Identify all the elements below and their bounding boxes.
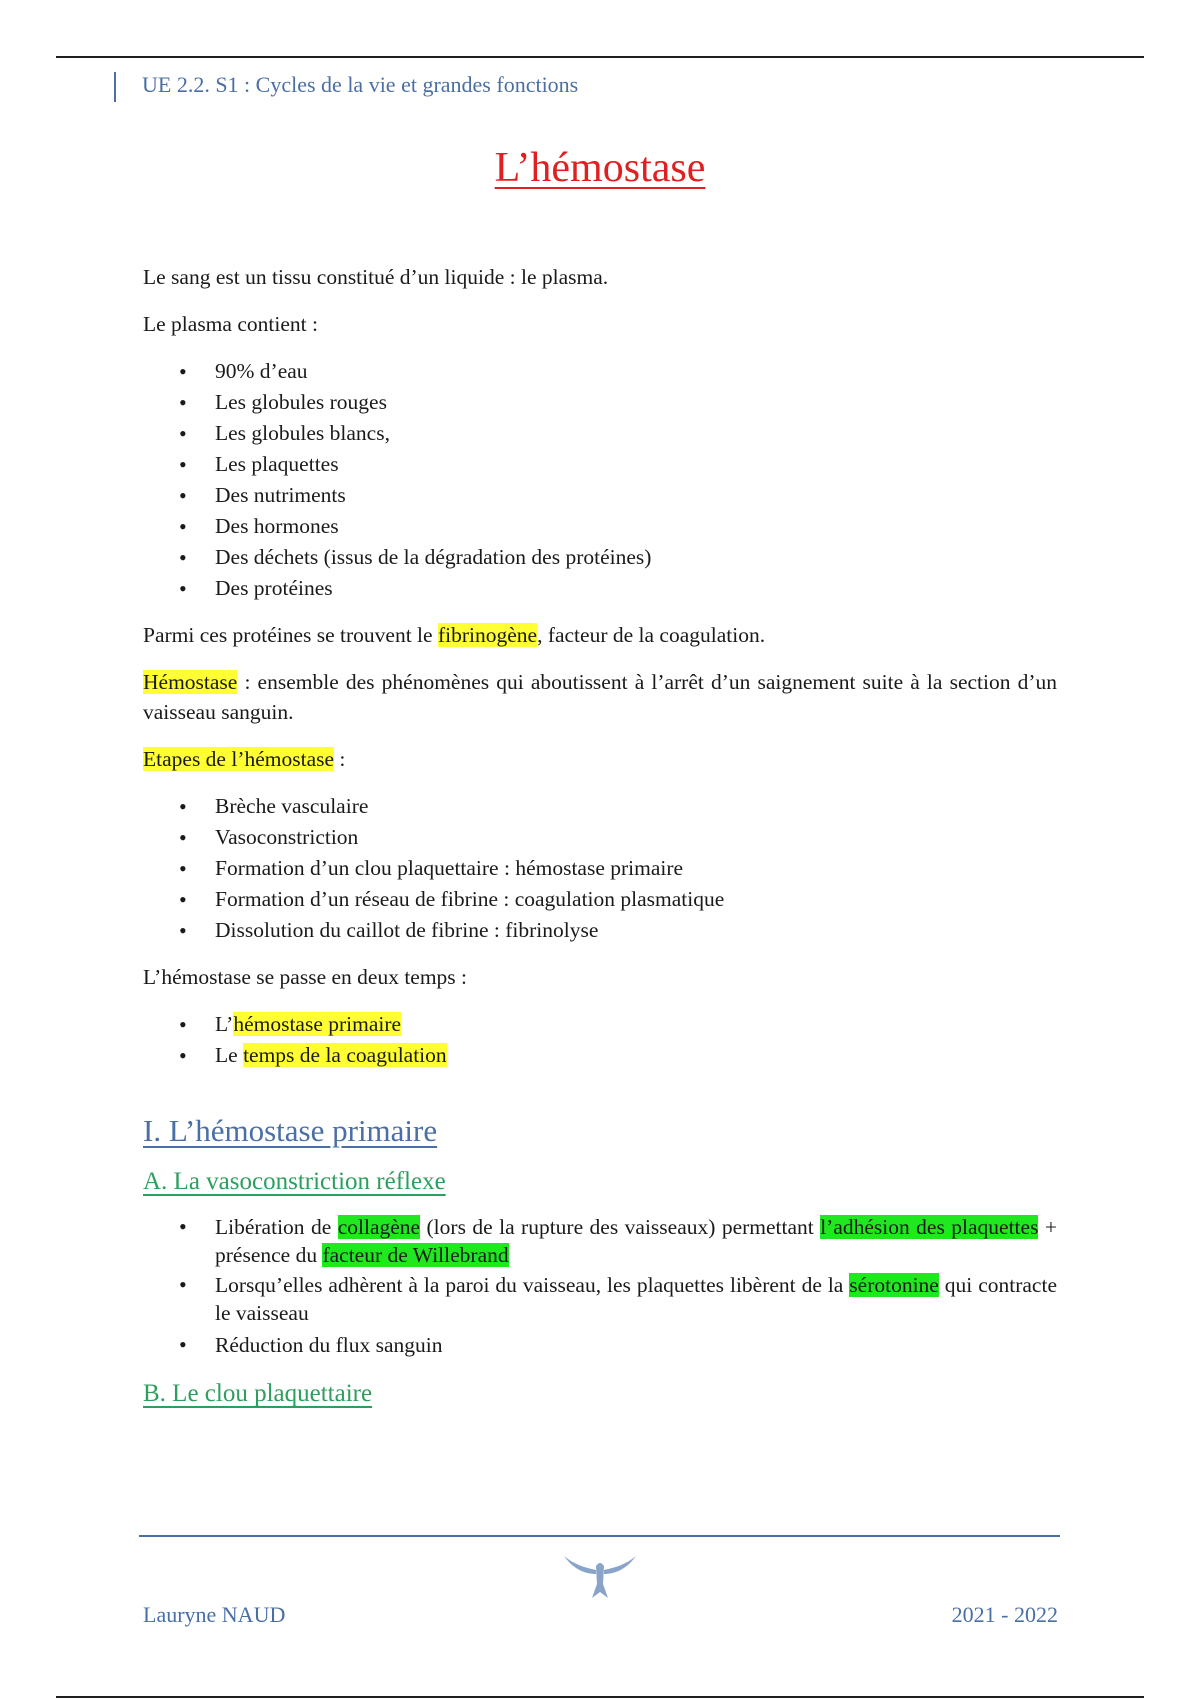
highlight-hemostase: Hémostase (143, 670, 238, 694)
highlight-willebrand: facteur de Willebrand (322, 1243, 509, 1267)
subsection-heading-b (143, 1377, 1057, 1411)
list-item (215, 1009, 1057, 1040)
text-run: , facteur de la coagulation. (537, 623, 766, 647)
top-rule (56, 56, 1144, 58)
list-item: • Les plaquettes (215, 449, 1057, 480)
text-run: + présence du (215, 1215, 1057, 1267)
footer-author: Lauryne NAUD (143, 1602, 286, 1627)
list-item: • Vasoconstriction (215, 822, 1057, 853)
heading-text: A. La vasoconstriction réflexe (143, 1168, 446, 1195)
plasma-list (143, 356, 1057, 604)
highlight-hemostase-primaire: hémostase primaire (233, 1012, 402, 1036)
text-run: : (334, 747, 346, 771)
text-run: Parmi ces protéines se trouvent le (143, 623, 438, 647)
highlight-adhesion: l’adhésion des plaquettes (820, 1215, 1039, 1239)
two-times-paragraph: L’hémostase se passe en deux temps : (143, 965, 468, 989)
highlight-etapes: Etapes de l’hémostase (143, 747, 335, 771)
text-run: L’ (215, 1012, 234, 1036)
list-item (215, 1213, 1057, 1269)
list-item (215, 1040, 1057, 1071)
vasoconstriction-list (143, 1213, 1057, 1361)
highlight-fibrinogene: fibrinogène (437, 623, 538, 647)
bird-emblem-icon (562, 1550, 638, 1604)
bottom-rule (56, 1696, 1144, 1698)
list-item: • 90% d’eau (215, 356, 1057, 387)
text-run: Libération de (215, 1215, 338, 1239)
document-body (143, 262, 1057, 1425)
text-run: Le (215, 1043, 244, 1067)
heading-text: I. L’hémostase primaire (143, 1113, 438, 1148)
highlight-serotonine: sérotonine (849, 1273, 939, 1297)
steps-list (143, 791, 1057, 946)
heading-text: B. Le clou plaquettaire (143, 1380, 373, 1407)
highlight-temps-coagulation: temps de la coagulation (243, 1043, 447, 1067)
page-title-text: L’hémostase (494, 145, 706, 191)
steps-label (143, 744, 1057, 774)
list-item: • Réduction du flux sanguin (215, 1329, 1057, 1361)
text-run: qui contracte le vaisseau (215, 1273, 1057, 1325)
list-item: • Formation d’un réseau de fibrine : coagulation plasmatique (215, 884, 1057, 915)
course-header: UE 2.2. S1 : Cycles de la vie et grandes fonctions (142, 72, 579, 97)
definition-paragraph (143, 667, 1057, 727)
list-item: • Des nutriments (215, 480, 1057, 511)
text-run: : ensemble des phénomènes qui aboutissent à l’arrêt d’un saignement suite à la section d’un vaisseau sanguin. (143, 670, 1057, 724)
footer-rule (139, 1535, 1060, 1537)
intro-paragraph: Le sang est un tissu constitué d’un liquide : le plasma. (143, 265, 609, 289)
list-item: • Des hormones (215, 511, 1057, 542)
plasma-intro: Le plasma contient : (143, 312, 318, 336)
section-heading-1 (143, 1111, 1057, 1151)
list-item: • Dissolution du caillot de fibrine : fibrinolyse (215, 915, 1057, 946)
footer-year: 2021 - 2022 (951, 1602, 1058, 1627)
list-item: • Brèche vasculaire (215, 791, 1057, 822)
list-item: • Des déchets (issus de la dégradation des protéines) (215, 542, 1057, 573)
text-run: (lors de la rupture des vaisseaux) permettant (420, 1215, 821, 1239)
list-item: • Des protéines (215, 573, 1057, 604)
fibrinogen-paragraph (143, 620, 1057, 650)
list-item (215, 1271, 1057, 1327)
list-item: • Les globules rouges (215, 387, 1057, 418)
times-list (143, 1009, 1057, 1071)
header-accent-bar (114, 72, 116, 102)
list-item: • Les globules blancs, (215, 418, 1057, 449)
text-run: Lorsqu’elles adhèrent à la paroi du vaisseau, les plaquettes libèrent de la (215, 1273, 850, 1297)
subsection-heading-a (143, 1165, 1057, 1199)
highlight-collagene: collagène (337, 1215, 421, 1239)
page-title (0, 144, 1200, 192)
list-item: • Formation d’un clou plaquettaire : hémostase primaire (215, 853, 1057, 884)
